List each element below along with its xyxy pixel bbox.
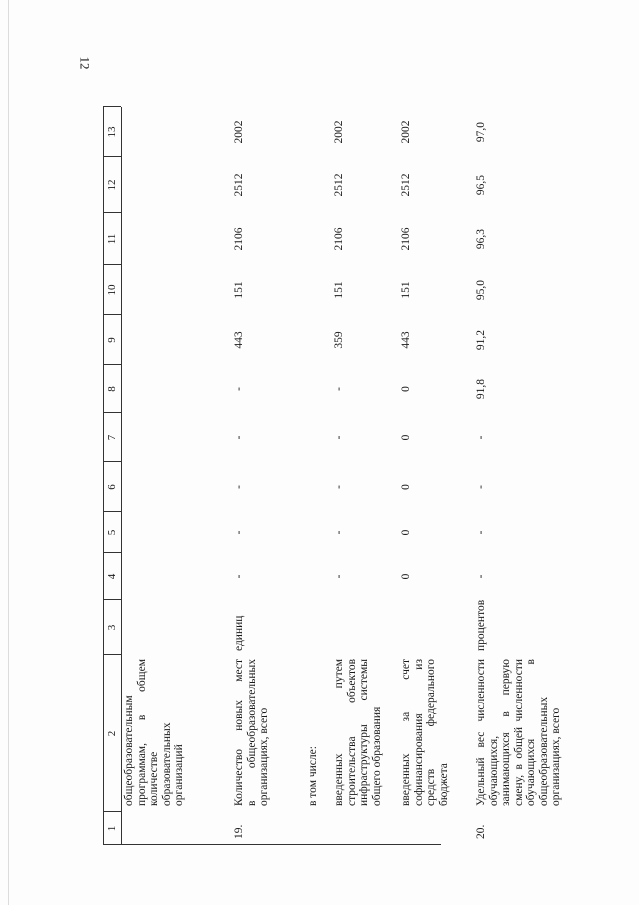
value-cell: - xyxy=(233,574,245,579)
value-cell: 2002 xyxy=(400,120,412,144)
value-cell: - xyxy=(475,574,487,579)
value-cell: 443 xyxy=(400,331,412,349)
description-line: строительства объектов xyxy=(345,659,358,806)
value-cell: - xyxy=(333,530,345,535)
description-line: количестве xyxy=(148,751,160,806)
value-cell: 2512 xyxy=(400,173,412,197)
description-line: организациях, всего xyxy=(258,707,270,806)
value-cell: 0 xyxy=(400,484,412,490)
row-description xyxy=(475,659,563,806)
value-cell: 151 xyxy=(333,281,345,299)
value-cell: 151 xyxy=(233,281,245,299)
description-line: Количество новых мест xyxy=(233,659,245,806)
row-description xyxy=(123,659,186,806)
column-header: 1 xyxy=(106,825,118,832)
description-line: образовательных xyxy=(160,722,173,806)
value-cell: 359 xyxy=(333,331,345,349)
value-cell: 0 xyxy=(400,434,412,441)
value-cell: - xyxy=(233,530,245,535)
column-header: 3 xyxy=(106,624,118,631)
column-header: 11 xyxy=(106,233,118,245)
column-line xyxy=(103,844,441,845)
row-description xyxy=(333,659,383,806)
value-cell: - xyxy=(333,435,345,440)
value-cell: 91,2 xyxy=(475,329,487,351)
description-line: смену, в общей численности xyxy=(512,659,525,806)
row-line xyxy=(121,107,122,845)
value-cell: - xyxy=(333,485,345,489)
value-cell: 0 xyxy=(400,386,412,392)
description-line: организациях, всего xyxy=(550,707,562,806)
value-cell: 2106 xyxy=(400,227,412,251)
column-header: 13 xyxy=(106,126,118,138)
description-line: общеобразовательным xyxy=(123,695,135,806)
row-number: 19. xyxy=(233,824,245,839)
value-cell: - xyxy=(233,435,245,440)
column-header: 5 xyxy=(106,529,118,536)
description-line: бюджета xyxy=(437,763,450,806)
description-line: обучающихся, xyxy=(487,735,500,806)
value-cell: 2106 xyxy=(233,227,245,251)
value-cell: 91,8 xyxy=(475,378,487,400)
column-header: 8 xyxy=(106,386,118,392)
description-line: общего образования xyxy=(370,706,383,806)
description-line: организаций xyxy=(173,744,185,806)
row-number: 20. xyxy=(475,824,487,839)
value-cell: 2106 xyxy=(333,227,345,251)
description-line: занимающихся в первую xyxy=(500,659,512,806)
column-header: 6 xyxy=(106,484,118,490)
scan-edge xyxy=(8,0,9,905)
value-cell: 2002 xyxy=(233,120,245,144)
column-header: 7 xyxy=(106,434,118,441)
value-cell: - xyxy=(333,387,345,391)
value-cell: 96,3 xyxy=(475,228,487,250)
row-unit: процентов xyxy=(475,599,487,651)
value-cell: 151 xyxy=(400,281,412,299)
description-line: общеобразовательных xyxy=(537,696,550,806)
value-cell: 443 xyxy=(233,331,245,349)
description-line: введенных путем xyxy=(333,659,345,806)
description-line: обучающихся в xyxy=(525,659,537,806)
row-description xyxy=(307,659,320,806)
value-cell: - xyxy=(233,387,245,391)
value-cell: 97,0 xyxy=(475,121,487,143)
column-header: 10 xyxy=(106,284,118,296)
description-line: Удельный вес численности xyxy=(475,659,487,806)
value-cell: 2512 xyxy=(333,173,345,197)
value-cell: 0 xyxy=(400,529,412,536)
description-line: программам, в общем xyxy=(135,659,148,806)
value-cell: 96,5 xyxy=(475,174,487,196)
value-cell: 2512 xyxy=(233,173,245,197)
row-description xyxy=(400,659,450,806)
rotated-table xyxy=(103,65,562,845)
description-line: софинансирования из xyxy=(412,659,425,806)
description-line: в том числе: xyxy=(307,746,319,806)
description-line: средств федерального xyxy=(425,659,437,806)
column-header: 2 xyxy=(106,730,118,737)
value-cell: - xyxy=(475,485,487,489)
value-cell: 2002 xyxy=(333,120,345,144)
value-cell: 95,0 xyxy=(475,279,487,301)
value-cell: - xyxy=(333,574,345,579)
value-cell: 0 xyxy=(400,573,412,580)
column-header: 4 xyxy=(106,573,118,580)
description-line: инфраструктуры системы xyxy=(358,659,370,806)
value-cell: - xyxy=(475,435,487,440)
column-header: 12 xyxy=(106,179,118,191)
row-unit: единиц xyxy=(233,615,245,651)
column-header: 9 xyxy=(106,337,118,343)
row-description xyxy=(233,659,271,806)
page-number: 12 xyxy=(77,56,93,70)
description-line: введенных за счет xyxy=(400,659,412,806)
value-cell: - xyxy=(475,530,487,535)
value-cell: - xyxy=(233,485,245,489)
description-line: в общеобразовательных xyxy=(245,659,258,806)
